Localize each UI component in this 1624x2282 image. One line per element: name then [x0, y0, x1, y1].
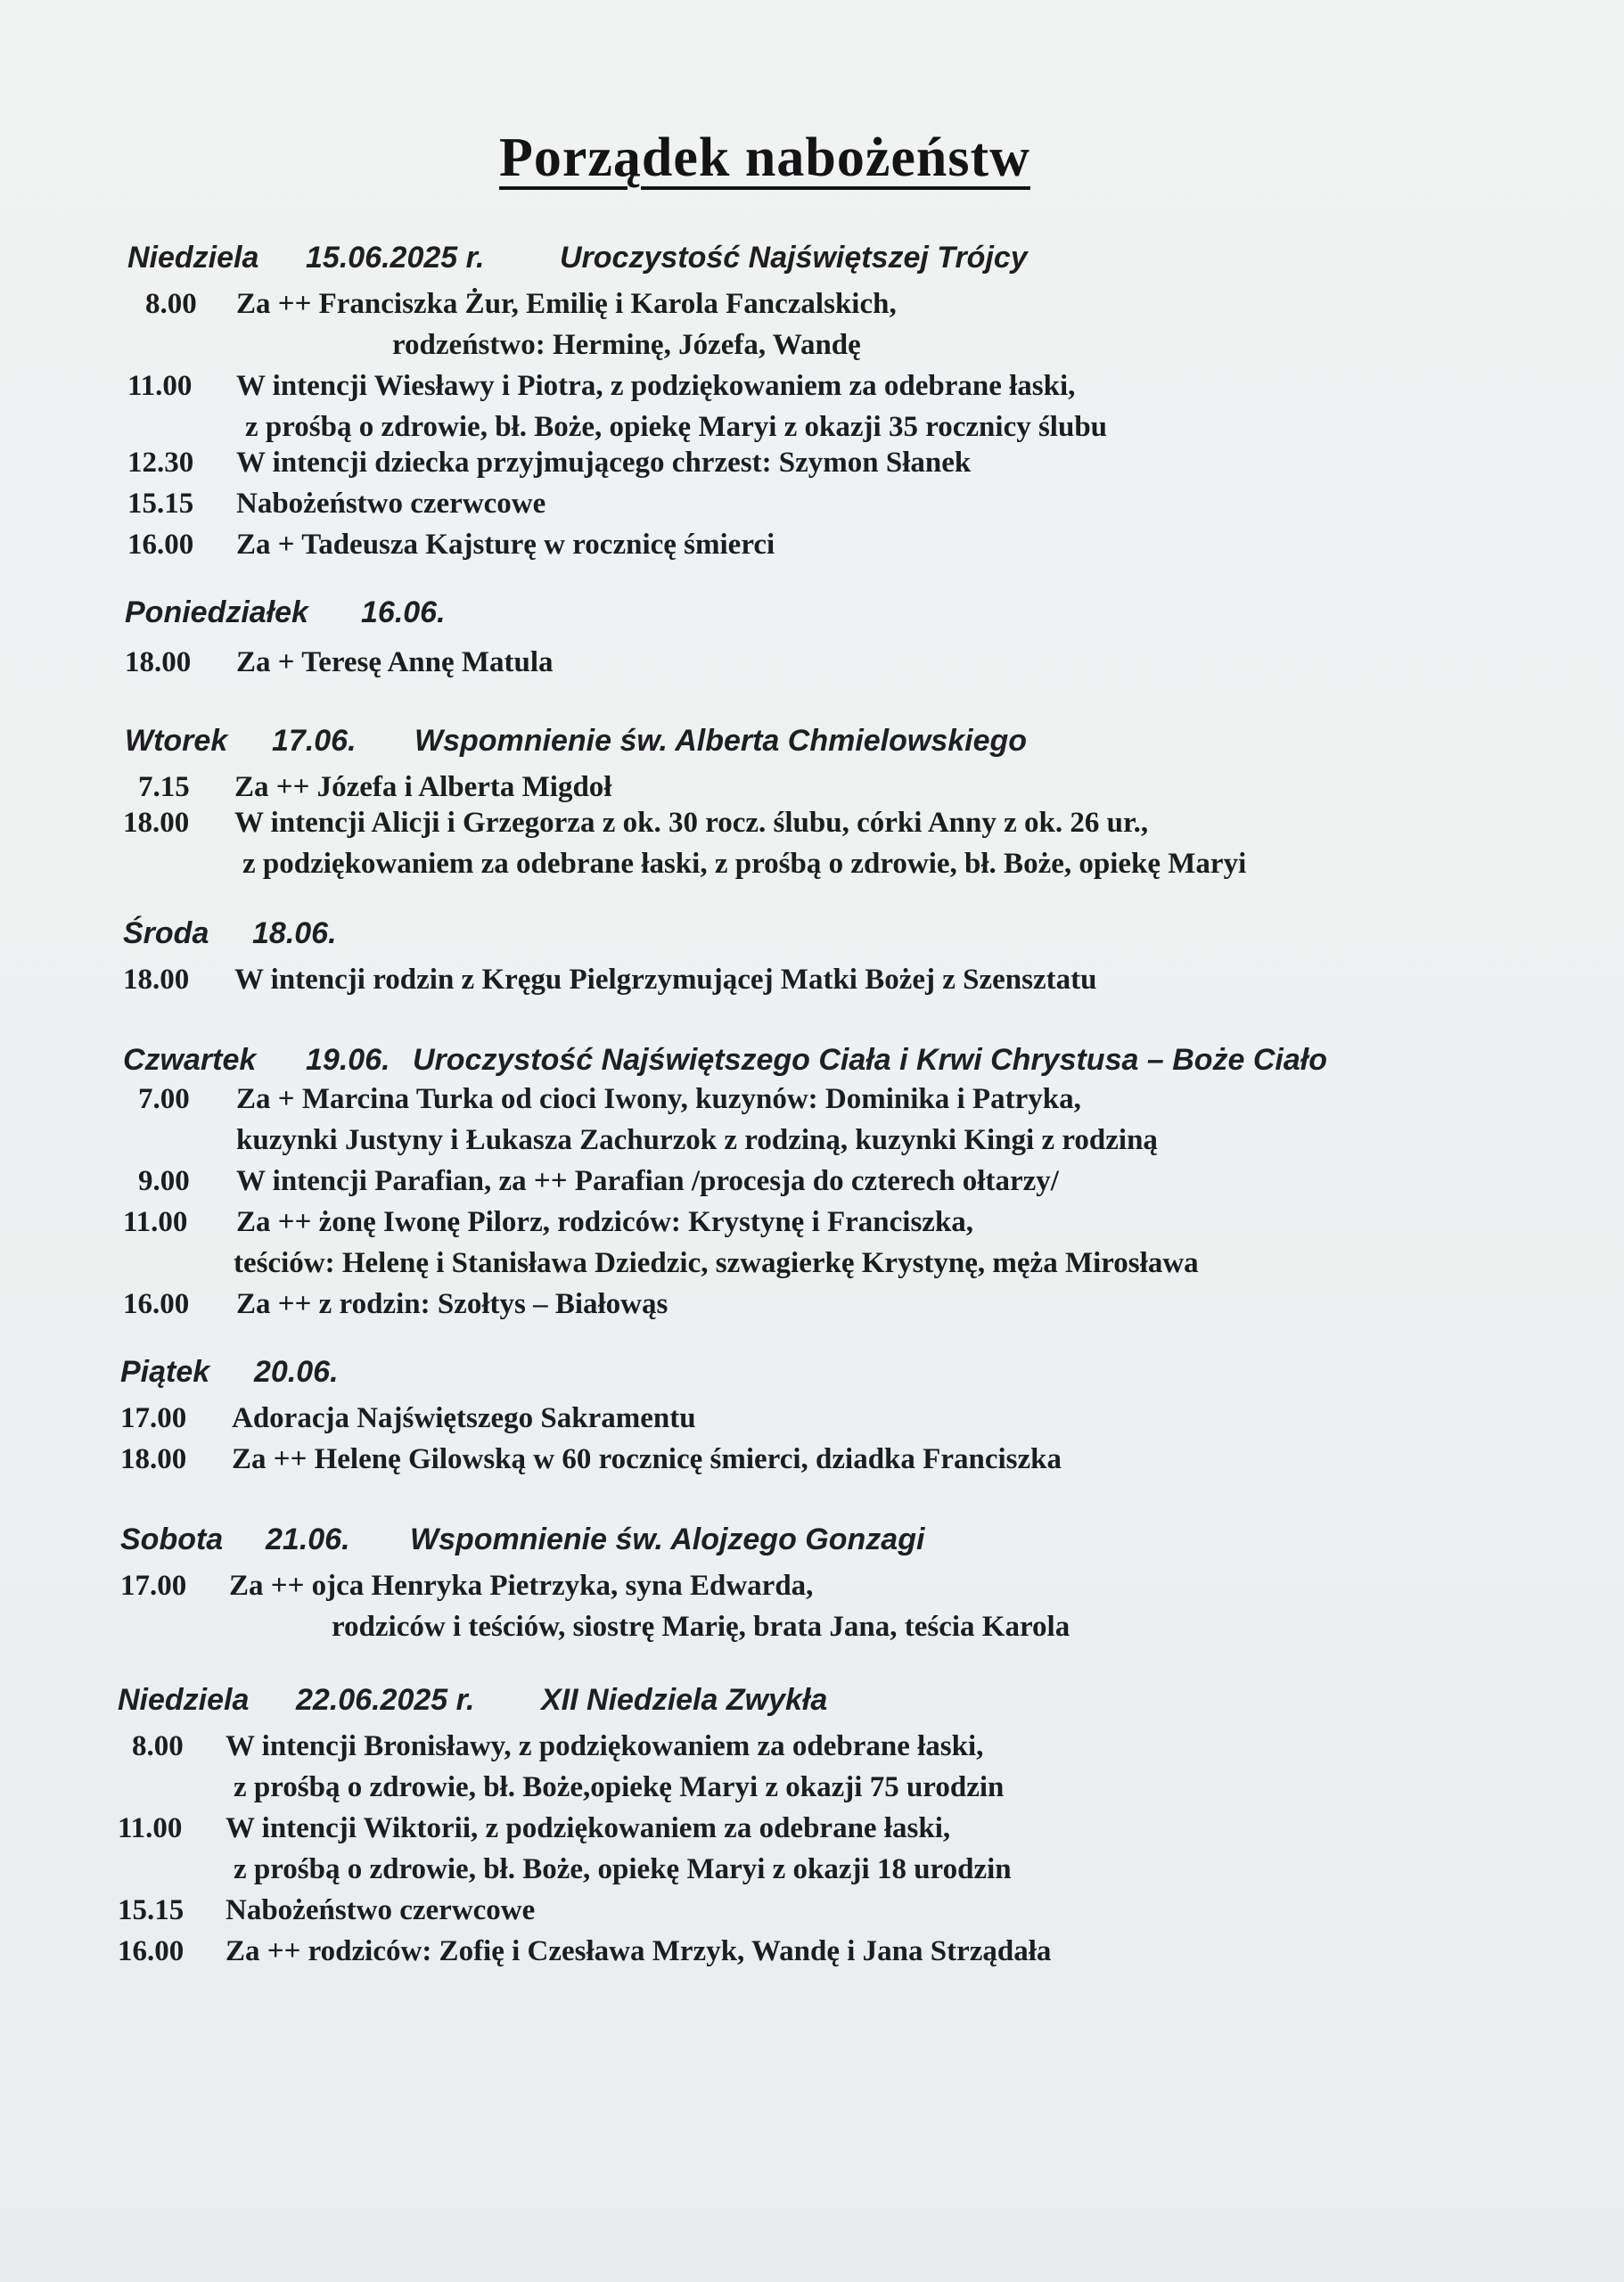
feast-name: Uroczystość Najświętszej Trójcy [560, 241, 1028, 275]
mass-intention-line: Za + Tadeusza Kajsturę w rocznicę śmierci [236, 529, 775, 561]
day-name: Poniedziałek [125, 595, 308, 629]
mass-time: 18.00 [125, 646, 192, 678]
day-name: Sobota [120, 1523, 224, 1556]
day-name: Środa [123, 916, 209, 950]
feast-name: Wspomnienie św. Alojzego Gonzagi [410, 1523, 925, 1556]
mass-intention-line: Za ++ Józefa i Alberta Migdoł [234, 771, 612, 803]
mass-intention-line: Za ++ Helenę Gilowską w 60 rocznicę śmierci, dziadka Franciszka [232, 1443, 1062, 1475]
mass-intention-line: z podziękowaniem za odebrane łaski, z prośbą o zdrowie, bł. Boże, opiekę Maryi [242, 848, 1247, 880]
mass-intention-line: Adoracja Najświętszego Sakramentu [232, 1402, 696, 1434]
day-name: Niedziela [118, 1683, 250, 1717]
day-date: 18.06. [252, 916, 337, 950]
mass-intention-line: rodzeństwo: Herminę, Józefa, Wandę [392, 329, 861, 361]
mass-time: 8.00 [132, 1730, 184, 1762]
day-header [120, 1523, 925, 1557]
mass-time: 15.15 [127, 488, 194, 520]
mass-time: 7.00 [138, 1083, 190, 1115]
feast-name: Wspomnienie św. Alberta Chmielowskiego [414, 724, 1028, 758]
mass-time: 16.00 [118, 1935, 185, 1967]
mass-intention-line: W intencji Bronisławy, z podziękowaniem za odebrane łaski, [226, 1730, 984, 1762]
day-header [118, 1683, 828, 1718]
mass-time: 17.00 [120, 1402, 187, 1434]
mass-intention-line: kuzynki Justyny i Łukasza Zachurzok z rodziną, kuzynki Kingi z rodziną [236, 1124, 1158, 1156]
mass-intention-line: W intencji rodzin z Kręgu Pielgrzymującej Matki Bożej z Szensztatu [234, 964, 1097, 996]
mass-time: 11.00 [127, 370, 193, 402]
mass-intention-line: z prośbą o zdrowie, bł. Boże, opiekę Maryi z okazji 18 urodzin [234, 1853, 1012, 1885]
mass-intention-line: W intencji Wiktorii, z podziękowaniem za odebrane łaski, [226, 1812, 951, 1844]
mass-time: 12.30 [127, 447, 194, 479]
day-name: Niedziela [127, 241, 259, 275]
mass-time: 9.00 [138, 1165, 190, 1197]
day-date: 22.06.2025 r. [296, 1683, 475, 1717]
mass-intention-line: Za ++ Franciszka Żur, Emilię i Karola Fanczalskich, [236, 288, 897, 320]
mass-intention-line: rodziców i teściów, siostrę Marię, brata Jana, teścia Karola [332, 1611, 1070, 1643]
day-date: 19.06. [306, 1043, 390, 1077]
mass-intention-line: W intencji Alicji i Grzegorza z ok. 30 rocz. ślubu, córki Anny z ok. 26 ur., [234, 807, 1149, 839]
mass-intention-line: z prośbą o zdrowie, bł. Boże, opiekę Maryi z okazji 35 rocznicy ślubu [245, 411, 1108, 443]
feast-name: XII Niedziela Zwykła [541, 1683, 828, 1717]
day-date: 15.06.2025 r. [306, 241, 485, 275]
day-header [125, 595, 446, 630]
mass-intention-line: Za ++ z rodzin: Szołtys – Białowąs [236, 1288, 668, 1320]
mass-intention-line: W intencji Wiesławy i Piotra, z podziękowaniem za odebrane łaski, [236, 370, 1076, 402]
day-header [127, 241, 1028, 275]
day-date: 21.06. [266, 1523, 350, 1556]
day-name: Piątek [120, 1355, 210, 1389]
mass-time: 17.00 [120, 1570, 187, 1602]
mass-intention-line: W intencji Parafian, za ++ Parafian /procesja do czterech ołtarzy/ [236, 1165, 1059, 1197]
mass-time: 11.00 [123, 1206, 188, 1238]
mass-intention-line: Za ++ żonę Iwonę Pilorz, rodziców: Krystynę i Franciszka, [236, 1206, 974, 1238]
day-header [125, 724, 1028, 759]
day-date: 20.06. [254, 1355, 339, 1389]
day-name: Wtorek [125, 724, 228, 758]
mass-time: 7.15 [138, 771, 190, 803]
feast-name: Uroczystość Najświętszego Ciała i Krwi Chrystusa – Boże Ciało [413, 1043, 1327, 1077]
mass-intention-line: Nabożeństwo czerwcowe [226, 1894, 536, 1926]
mass-intention-line: teściów: Helenę i Stanisława Dziedzic, szwagierkę Krystynę, męża Mirosława [234, 1247, 1199, 1279]
day-header [123, 1043, 1327, 1078]
mass-time: 18.00 [123, 807, 190, 839]
mass-intention-line: Za + Teresę Annę Matula [236, 646, 554, 678]
day-date: 17.06. [272, 724, 357, 758]
mass-intention-line: Za + Marcina Turka od cioci Iwony, kuzynów: Dominika i Patryka, [236, 1083, 1081, 1115]
mass-time: 16.00 [127, 529, 194, 561]
mass-time: 8.00 [145, 288, 197, 320]
day-header [123, 916, 337, 951]
mass-intention-line: z prośbą o zdrowie, bł. Boże,opiekę Maryi z okazji 75 urodzin [234, 1771, 1005, 1803]
day-name: Czwartek [123, 1043, 257, 1077]
mass-time: 18.00 [123, 964, 190, 996]
mass-time: 11.00 [118, 1812, 183, 1844]
mass-time: 16.00 [123, 1288, 190, 1320]
mass-intention-line: Za ++ ojca Henryka Pietrzyka, syna Edwarda, [229, 1570, 814, 1602]
mass-time: 18.00 [120, 1443, 187, 1475]
day-header [120, 1355, 339, 1390]
mass-intention-line: W intencji dziecka przyjmującego chrzest: Szymon Słanek [236, 447, 972, 479]
mass-intention-line: Za ++ rodziców: Zofię i Czesława Mrzyk, Wandę i Jana Strządała [226, 1935, 1052, 1967]
day-date: 16.06. [361, 595, 446, 629]
mass-time: 15.15 [118, 1894, 185, 1926]
page-title: Porządek nabożeństw [499, 127, 1030, 188]
mass-intention-line: Nabożeństwo czerwcowe [236, 488, 546, 520]
